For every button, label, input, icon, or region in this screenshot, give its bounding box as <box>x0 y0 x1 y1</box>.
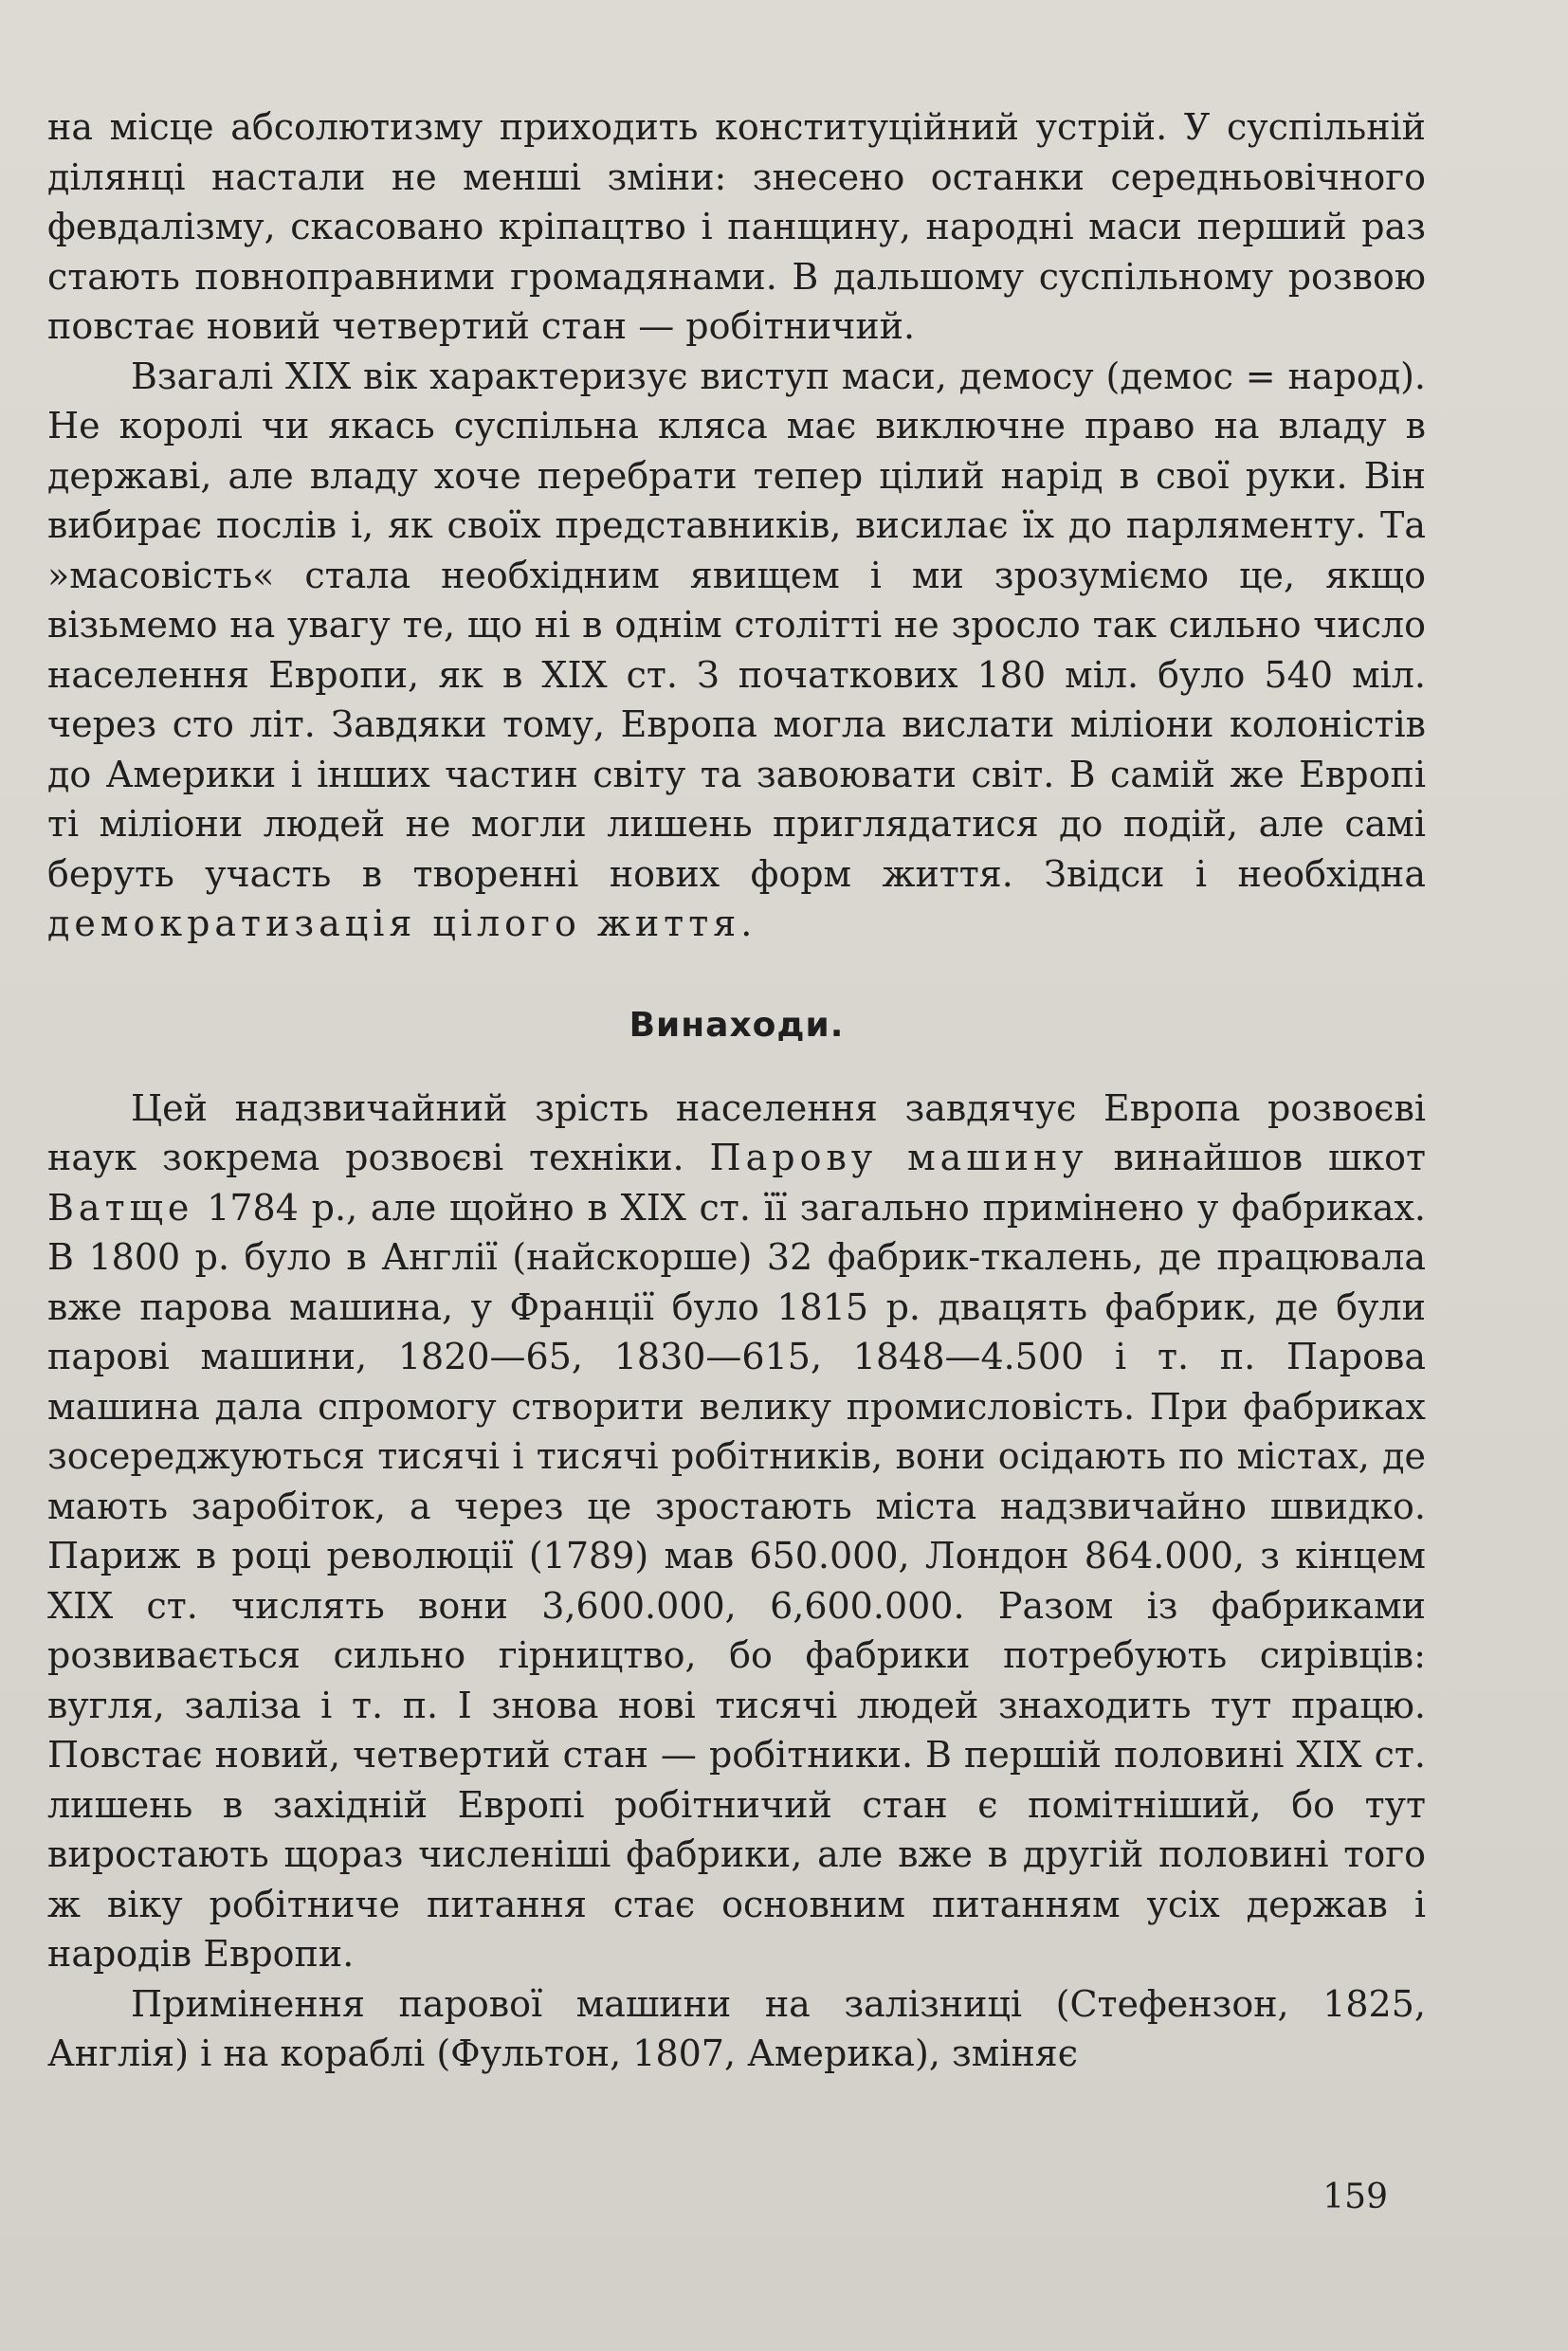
emphasized-text: демократизація цілого життя. <box>47 902 757 944</box>
paragraph-steam-engine <box>47 1084 1426 1979</box>
paragraph-railway-ships <box>47 1979 1426 2079</box>
paragraph-text: 1784 р., але щойно в XIX ст. її загально примінено у фабриках. В 1800 р. було в Англії (найскорше) 32 фабрик-ткалень, де працювала вже парова машина, у Франції було 1815 р. двацять фабрик, де були парові машини, 1820—65, 1830—615, 1848—4.500 і т. п. Парова машина дала спромогу створити велику промисловість. При фабриках зосереджуються тисячі і тисячі робітників, вони осідають по містах, де мають заробіток, а через це зростають міста надзвичайно швидко. Париж в році революції (1789) мав 650.000, Лондон 864.000, з кінцем XIX ст. числять вони 3,600.000, 6,600.000. Разом із фабриками розвивається сильно гірництво, бо фабрики потребують сирівців: вугля, заліза і т. п. І знова нові тисячі людей знаходить тут працю. Повстає новий, четвертий стан — робітники. В першій половині XIX ст. лишень в західній Европі робітничий стан є помітніший, бо тут виростають щораз численіші фабрики, але вже в другій половині того ж віку робітниче питання стає основним питанням усіх держав і народів Европи. <box>47 1186 1426 1975</box>
paragraph-masses-demos <box>47 352 1426 949</box>
emphasized-text: Парову машину <box>709 1137 1088 1178</box>
emphasized-name: Ватще <box>47 1186 194 1229</box>
paragraph-constitutional-order <box>47 102 1426 352</box>
paragraph-text: Взагалі XIX вік характеризує виступ маси, демосу (демос = народ). Не королі чи якась суспільна кляса має виключне право на владу в державі, але владу хоче перебрати тепер цілий нарід в свої руки. Він вибирає послів і, як своїх представників, висилає їх до парляменту. Та »масовість« стала необхідним явищем і ми зрозуміємо це, якщо візьмемо на увагу те, що ні в однім столітті не зросло так сильно число населення Европи, як в XIX ст. З початкових 180 міл. було 540 міл. через сто літ. Завдяки тому, Европа могла вислати міліони колоністів до Америки і інших частин світу та завоювати світ. В самій же Европі ті міліони людей не могли лишень приглядатися до подій, але самі беруть участь в творенні нових форм життя. Звідси і необхідна <box>47 355 1426 895</box>
paragraph-text: винайшов шкот <box>1113 1137 1426 1178</box>
paragraph-text: Цей надзвичайний зрість населення завдячує Европа розвоєві наук зокрема розвоєві техніки. <box>47 1086 1426 1178</box>
page-number: 159 <box>1322 2178 1388 2216</box>
paragraph-text: Примінення парової машини на залізниці (Стефензон, 1825, Англія) і на кораблі (Фультон, 1807, Америка), зміняє <box>47 1982 1426 2074</box>
section-heading-inventions: Винаходи. <box>629 1005 845 1045</box>
paragraph-text: на місце абсолютизму приходить конституційний устрій. У суспільній ділянці настали не менші зміни: знесено останки середньовічного февдалізму, скасовано кріпацтво і панщину, народні маси перший раз стають повноправними громадянами. В дальшому суспільному розвою повстає новий четвертий стан — робітничий. <box>47 106 1426 347</box>
